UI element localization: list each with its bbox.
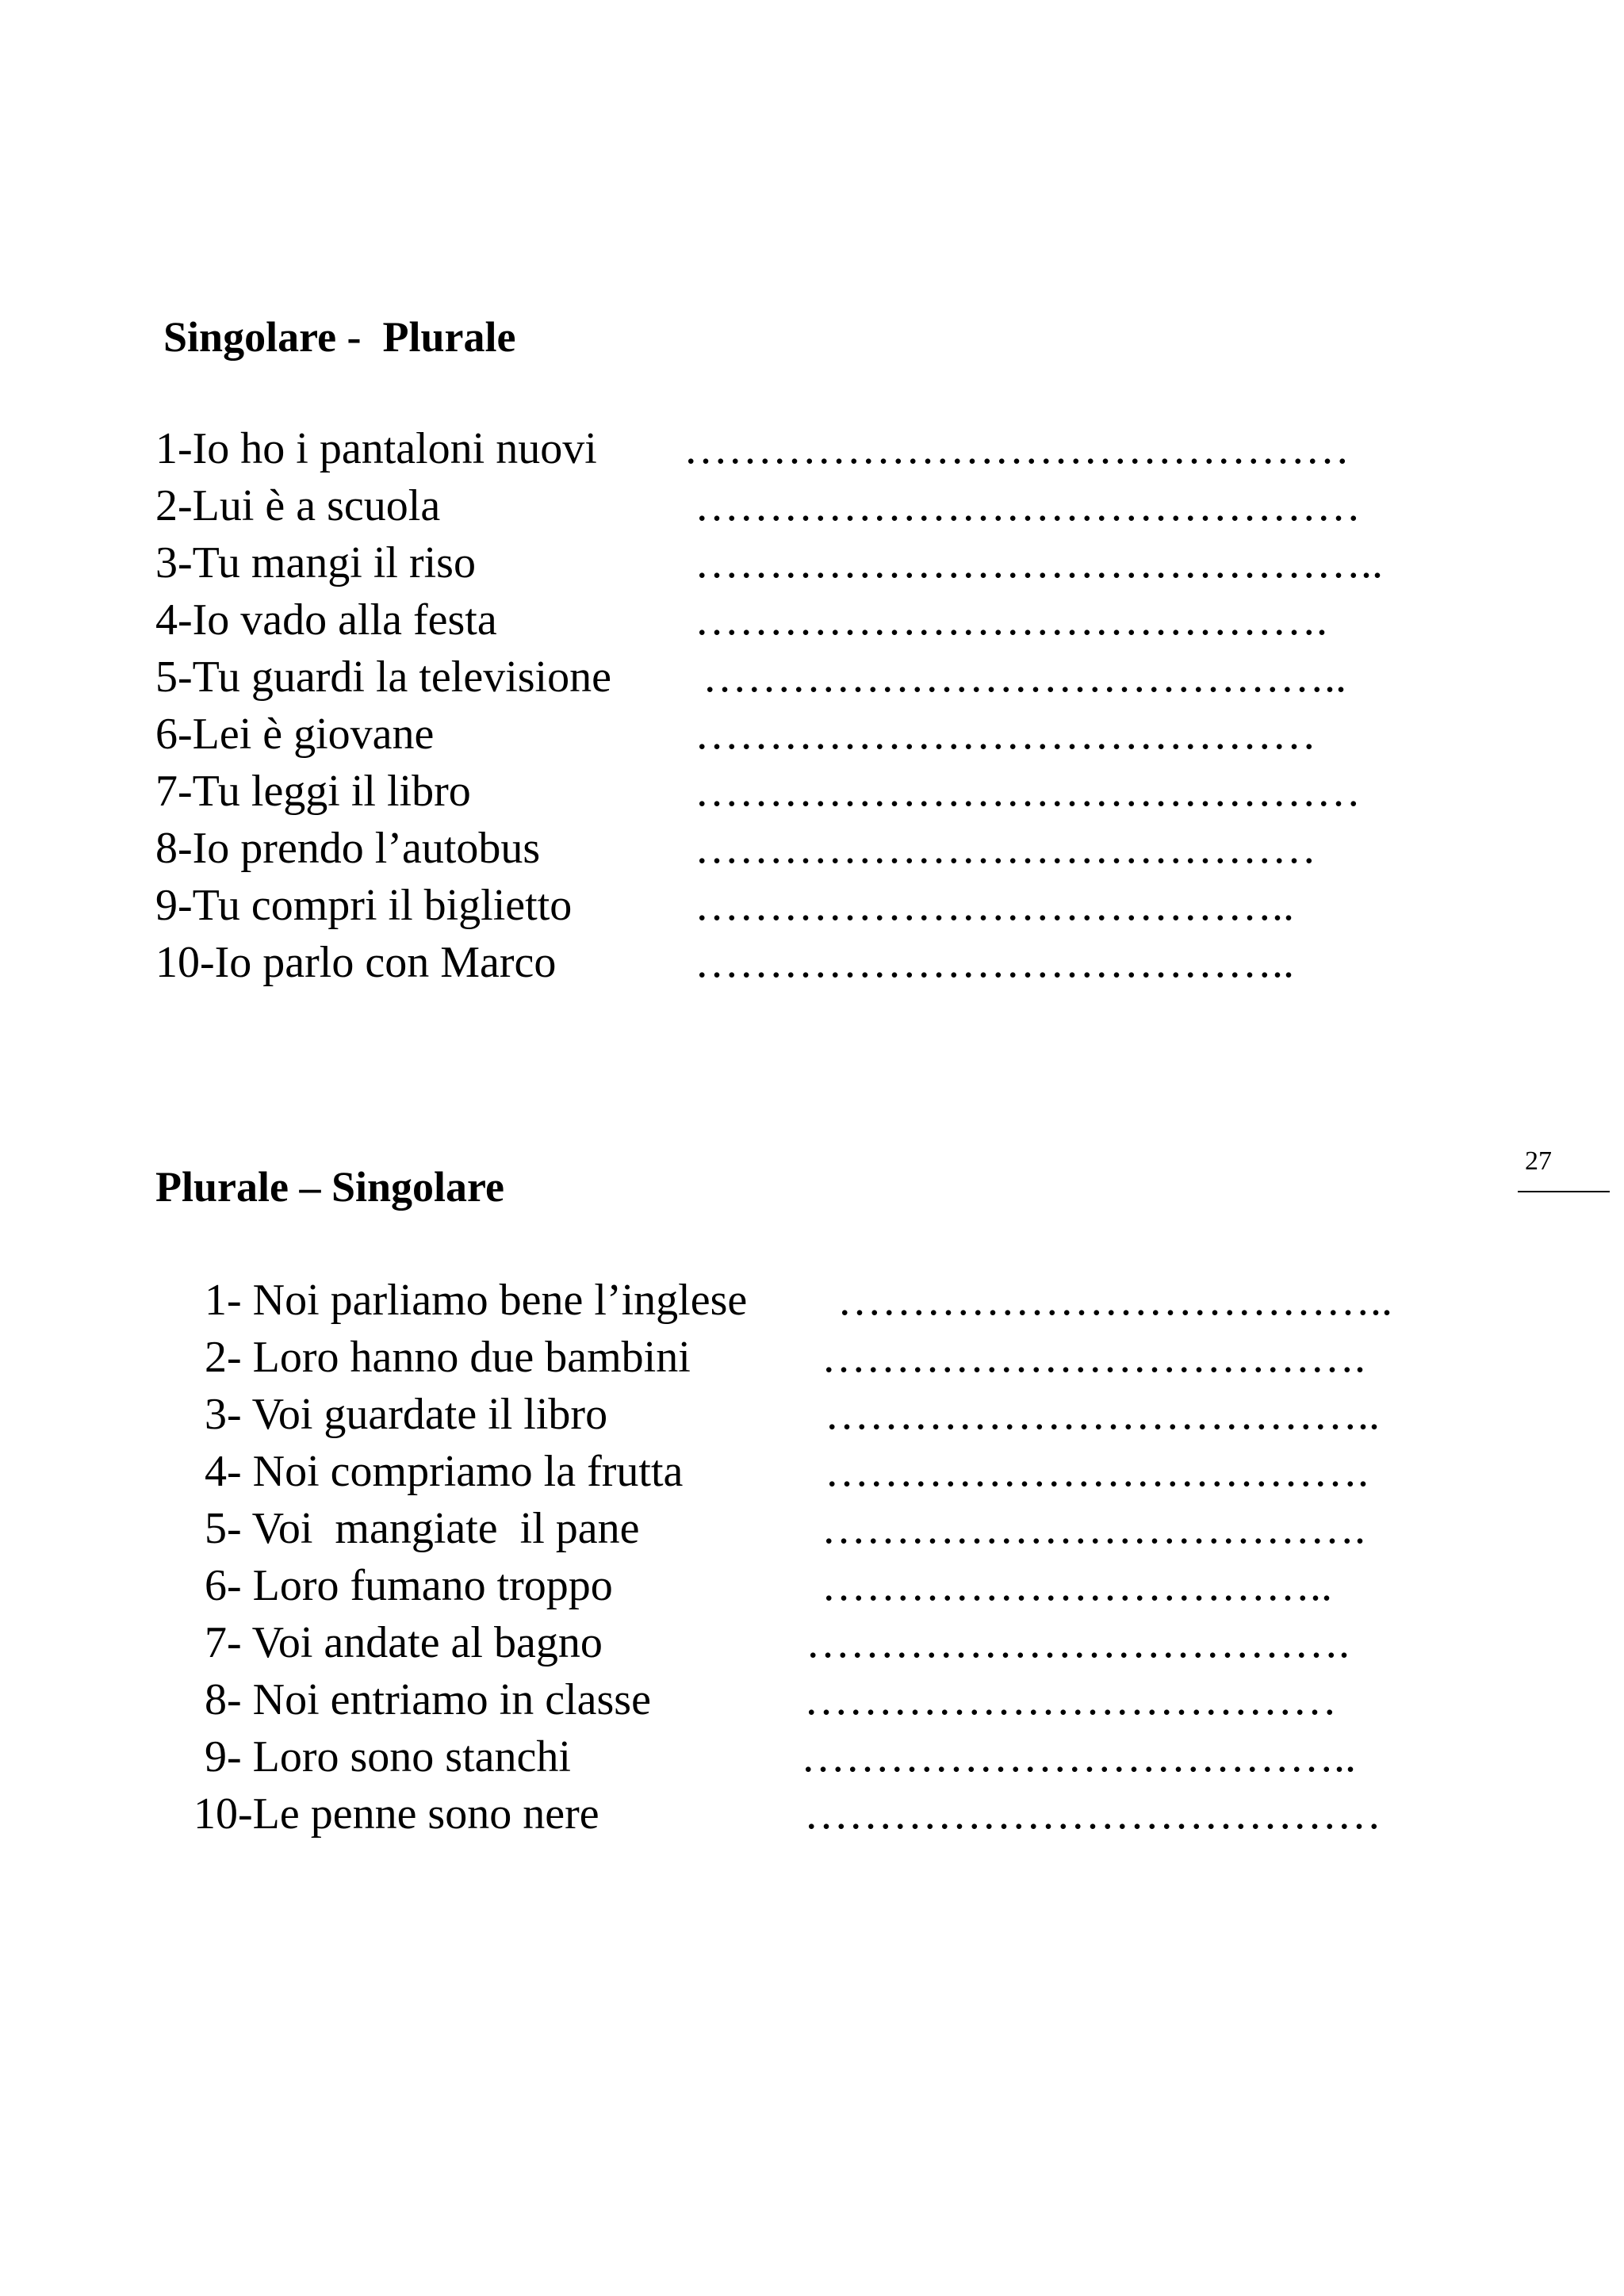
- answer-blank: ………………………………..: [825, 1390, 1380, 1439]
- answer-blank: ………………………………: [804, 1675, 1337, 1724]
- page-number-rule: [1518, 1191, 1610, 1192]
- answer-blank: ………………………………..: [801, 1732, 1356, 1781]
- exercise-sentence: 7- Voi andate al bagno: [205, 1618, 603, 1667]
- answer-blank: …………………………………….: [695, 595, 1327, 645]
- answer-blank: ………………………………..: [837, 1276, 1392, 1325]
- exercise-sentence: 10-Le penne sono nere: [193, 1789, 599, 1839]
- answer-blank: ………………………………………..: [695, 538, 1383, 587]
- answer-blank: ……………………………….: [822, 1333, 1365, 1382]
- answer-blank: ……………………………..: [822, 1561, 1332, 1610]
- exercise-sentence: 8-Io prendo l’autobus: [155, 824, 541, 873]
- exercise-sentence: 6-Lei è giovane: [155, 710, 435, 759]
- exercise-sentence: 4-Io vado alla festa: [155, 595, 497, 645]
- answer-blank: ………………………………………: [695, 481, 1361, 530]
- exercise-sentence: 9- Loro sono stanchi: [205, 1732, 571, 1781]
- exercise-sentence: 5- Voi mangiate il pane: [205, 1504, 640, 1553]
- answer-blank: …………………………………..: [695, 881, 1294, 930]
- exercise-sentence: 1-Io ho i pantaloni nuovi: [155, 424, 597, 473]
- section-title-plurale-singolare: Plurale – Singolare: [155, 1163, 504, 1211]
- exercise-sentence: 2-Lui è a scuola: [155, 481, 441, 530]
- exercise-sentence: 6- Loro fumano troppo: [205, 1561, 613, 1610]
- exercise-sentence: 7-Tu leggi il libro: [155, 767, 471, 816]
- answer-blank: ……………………………………: [695, 710, 1316, 759]
- section-title-singolare-plurale: Singolare - Plurale: [163, 313, 516, 361]
- exercise-sentence: 3-Tu mangi il riso: [155, 538, 476, 587]
- page-number: 27: [1525, 1146, 1552, 1176]
- exercise-sentence: 3- Voi guardate il libro: [205, 1390, 608, 1439]
- exercise-sentence: 4- Noi compriamo la frutta: [205, 1447, 684, 1496]
- exercise-sentence: 1- Noi parliamo bene l’inglese: [205, 1276, 748, 1325]
- answer-blank: ……………………………….: [825, 1447, 1369, 1496]
- exercise-sentence: 10-Io parlo con Marco: [155, 938, 557, 987]
- answer-blank: ……………………………….: [806, 1618, 1350, 1667]
- answer-blank: ……………………………………: [695, 824, 1316, 873]
- exercise-sentence: 9-Tu compri il biglietto: [155, 881, 573, 930]
- exercise-row: [193, 1789, 1381, 1969]
- exercise-row: [155, 938, 1294, 1118]
- exercise-sentence: 2- Loro hanno due bambini: [205, 1333, 691, 1382]
- answer-blank: …………………………………: [804, 1789, 1381, 1839]
- answer-blank: ………………………………………: [695, 767, 1361, 816]
- answer-blank: …………………………………..: [695, 938, 1294, 987]
- answer-blank: ……………………………….: [822, 1504, 1365, 1553]
- exercise-sentence: 8- Noi entriamo in classe: [205, 1675, 651, 1724]
- answer-blank: ………………………………………: [684, 424, 1350, 473]
- exercise-sentence: 5-Tu guardi la televisione: [155, 652, 611, 702]
- answer-blank: ……………………………………..: [703, 652, 1346, 702]
